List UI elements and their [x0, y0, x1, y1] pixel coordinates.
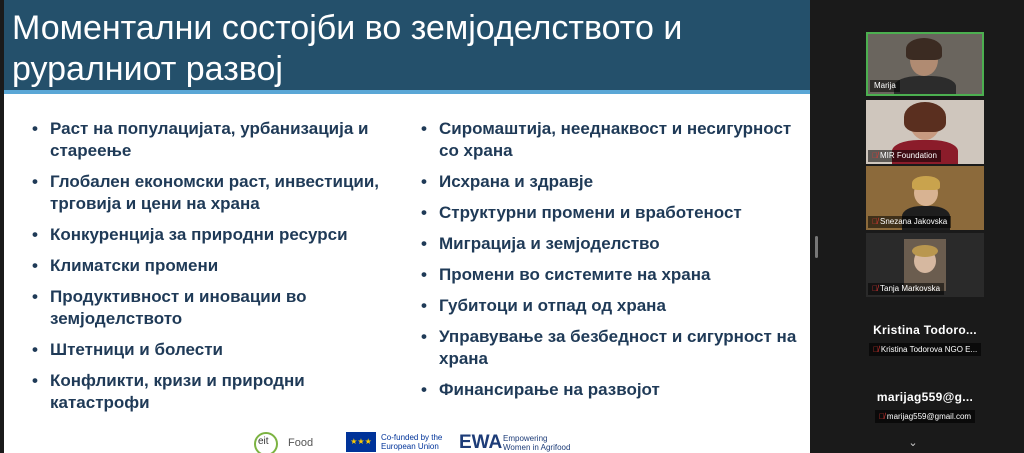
bullet-item: • Сиромаштија, нееднаквост и несигурност со храна [419, 118, 799, 162]
eit-food-text: Food [288, 437, 314, 449]
bullet-item: • Продуктивност и иновации во земјоделството [30, 286, 390, 330]
participant-tile-kristina[interactable] [866, 323, 984, 361]
bullet-item: • Миграција и земјоделство [419, 233, 799, 255]
participant-tile-marija[interactable] [866, 32, 984, 96]
left-bullet-list [30, 118, 390, 423]
mic-off-icon: 🎙̸ [872, 217, 878, 226]
eu-flag-icon: ★★★ [346, 432, 376, 452]
mic-off-icon: 🎙̸ [878, 412, 885, 421]
bullet-item: • Структурни промени и вработеност [419, 202, 799, 224]
bullet-item: • Исхрана и здравје [419, 171, 799, 193]
bullet-item: • Финансирање на развојот [419, 379, 799, 401]
bullet-item: • Раст на популацијата, урбанизација и стареење [30, 118, 390, 162]
panel-resize-handle[interactable] [815, 236, 818, 258]
ewa-logo [459, 428, 569, 453]
bullet-item: • Конкуренција за природни ресурси [30, 224, 390, 246]
eu-text: Co-funded by the European Union [381, 433, 443, 451]
bullet-item: • Промени во системите на храна [419, 264, 799, 286]
shared-slide [4, 0, 810, 453]
bullet-item: • Глобален економски раст, инвестиции, трговија и цени на храна [30, 171, 390, 215]
mic-off-icon: 🎙̸ [872, 284, 878, 293]
bullet-item: • Штетници и болести [30, 339, 390, 361]
participant-tile-tanja[interactable] [866, 233, 984, 297]
chevron-down-icon[interactable]: ⌄ [908, 437, 918, 449]
ewa-text: Empowering Women in Agrifood [503, 434, 571, 452]
slide-header [4, 0, 810, 94]
participant-name: 🎙̸ MIR Foundation [868, 150, 941, 162]
participant-display-name: Kristina Todoro... [873, 323, 977, 337]
slide-title: Моментални состојби во земјоделството и руралниот развој [12, 9, 683, 88]
eu-logo [346, 428, 456, 453]
eit-food-logo [254, 428, 329, 453]
participant-display-name: marijag559@g... [876, 390, 974, 404]
participant-label: 🎙̸ marijag559@gmail.com [875, 410, 975, 423]
bullet-item: • Климатски промени [30, 255, 390, 277]
ewa-mark: EWA [459, 432, 503, 453]
participant-label: 🎙̸ Kristina Todorova NGO E... [869, 343, 981, 356]
mic-off-icon: 🎙̸ [872, 345, 879, 354]
bullet-item: • Конфликти, кризи и природни катастрофи [30, 370, 390, 414]
eit-mark: eit [258, 436, 269, 447]
participant-name: 🎙̸ Snezana Jakovska [868, 216, 951, 228]
mic-off-icon: 🎙̸ [872, 151, 878, 160]
bullet-item: • Губитоци и отпад од храна [419, 295, 799, 317]
participant-tile-marijag[interactable] [866, 390, 984, 428]
participant-tile-mir-foundation[interactable] [866, 100, 984, 164]
participant-name: Marija [870, 80, 900, 92]
participant-name: 🎙̸ Tanja Markovska [868, 283, 944, 295]
participant-tile-snezana[interactable] [866, 166, 984, 230]
right-bullet-list [419, 118, 799, 410]
bullet-item: • Управување за безбедност и сигурност на храна [419, 326, 799, 370]
sponsor-logos [254, 428, 574, 453]
